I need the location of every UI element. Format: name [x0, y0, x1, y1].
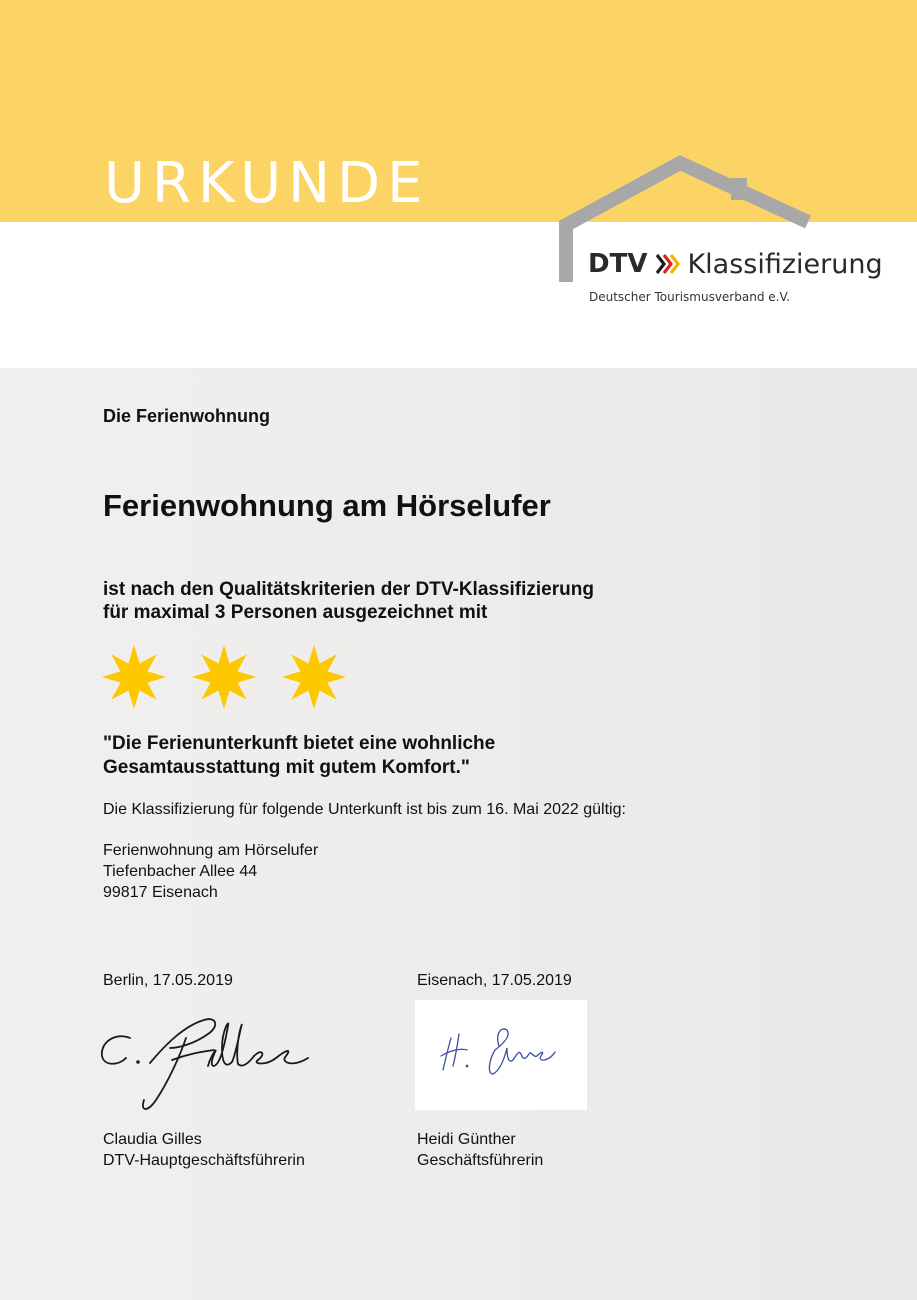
address-block	[103, 840, 318, 903]
quote-line-1: "Die Ferienunterkunft bietet eine wohnliche	[103, 733, 496, 754]
signer-right-role: Geschäftsführerin	[417, 1152, 544, 1169]
signer-left-name: Claudia Gilles	[103, 1131, 202, 1148]
address-street: Tiefenbacher Allee 44	[103, 863, 258, 880]
property-type-label: Die Ferienwohnung	[103, 406, 271, 426]
signer-right	[417, 1129, 543, 1171]
star-icon	[100, 642, 168, 712]
place-date-left: Berlin, 17.05.2019	[103, 972, 233, 989]
star-icon	[280, 642, 348, 712]
chevrons-logo-icon	[655, 252, 681, 276]
criteria-line-2: für maximal 3 Personen ausgezeichnet mit	[103, 602, 488, 623]
signer-right-name: Heidi Günther	[417, 1131, 516, 1148]
validity-text: Die Klassifizierung für folgende Unterkunft ist bis zum 16. Mai 2022 gültig:	[103, 801, 626, 818]
logo-product: Klassifizierung	[687, 248, 883, 280]
quote-line-2: Gesamtausstattung mit gutem Komfort."	[103, 757, 470, 778]
signature-gilles	[96, 1008, 326, 1118]
signature-guenther-panel	[415, 1000, 587, 1110]
certificate-title: URKUNDE	[104, 150, 430, 216]
signature-guenther	[415, 1000, 587, 1110]
property-name: Ferienwohnung am Hörselufer	[103, 488, 551, 523]
star-rating	[100, 642, 348, 712]
signer-left-role: DTV-Hauptgeschäftsführerin	[103, 1152, 305, 1169]
signer-left	[103, 1129, 305, 1171]
logo-subtitle: Deutscher Tourismusverband e.V.	[589, 290, 790, 304]
dtv-logo	[588, 244, 883, 284]
star-icon	[190, 642, 258, 712]
address-city: 99817 Eisenach	[103, 884, 218, 901]
logo-brand: DTV	[588, 249, 648, 279]
criteria-line-1: ist nach den Qualitätskriterien der DTV-Klassifizierung	[103, 579, 594, 600]
address-name: Ferienwohnung am Hörselufer	[103, 842, 319, 859]
rating-quote	[103, 732, 495, 780]
criteria-text	[103, 578, 594, 624]
place-date-right: Eisenach, 17.05.2019	[417, 972, 572, 989]
